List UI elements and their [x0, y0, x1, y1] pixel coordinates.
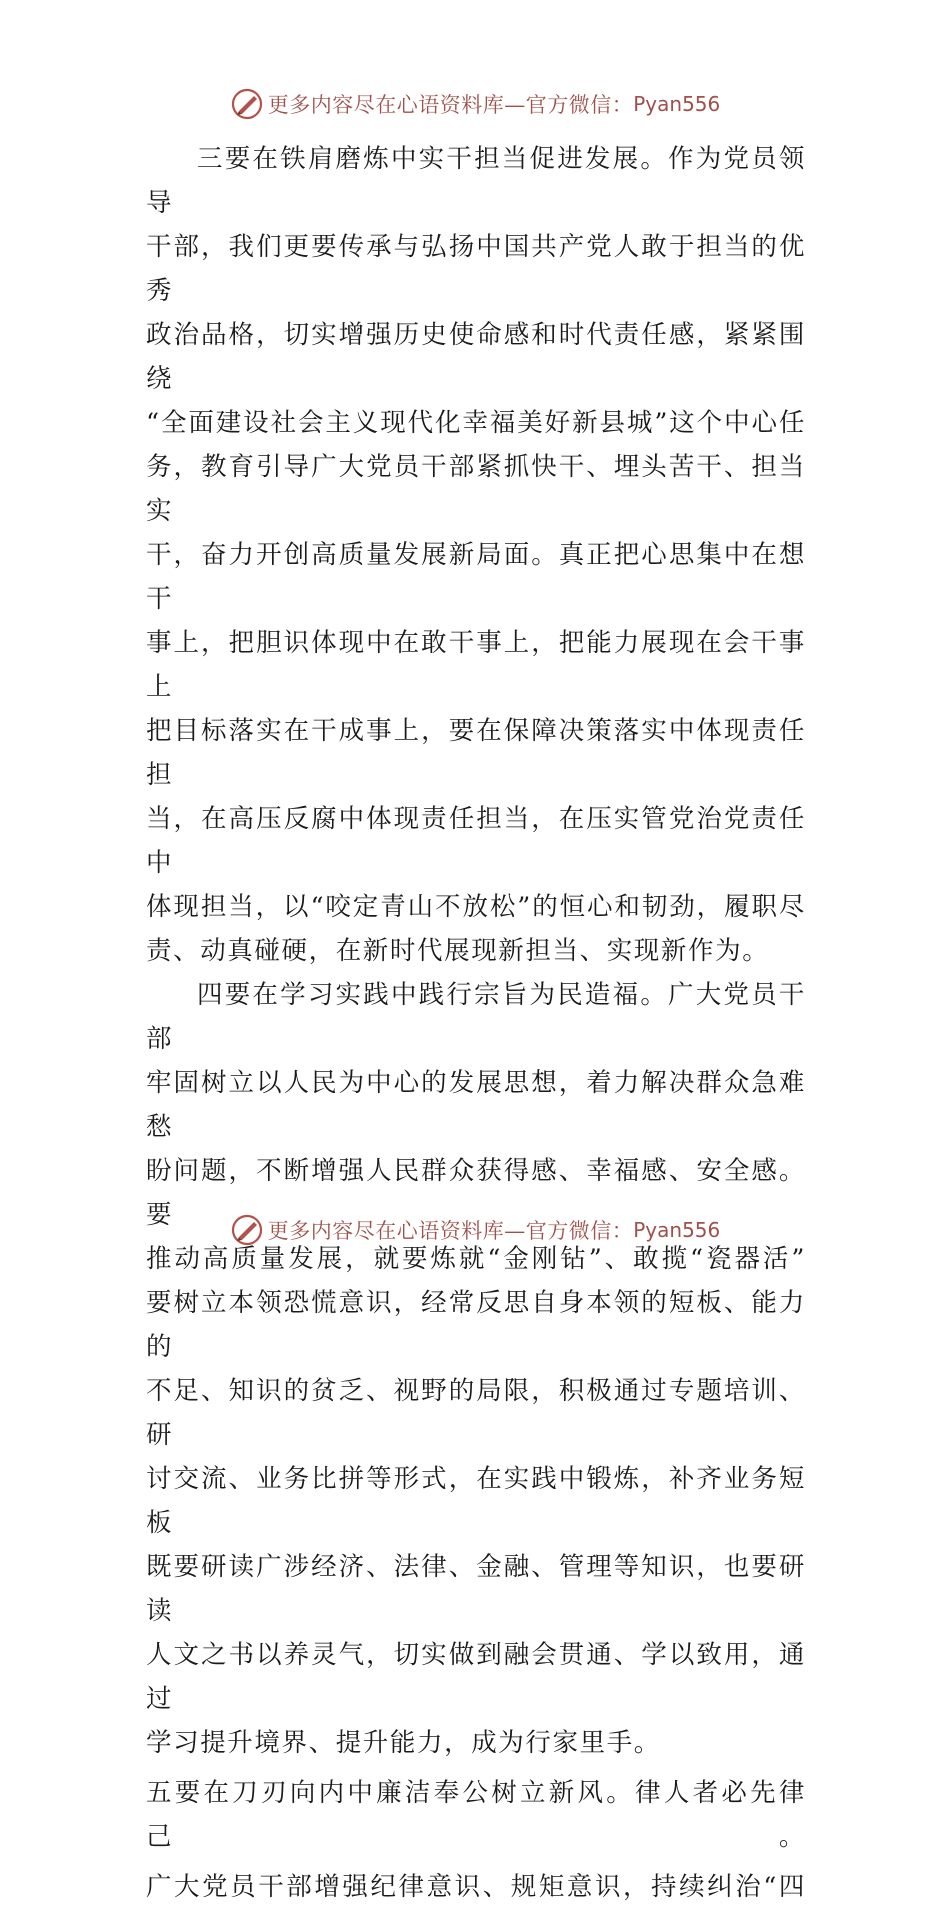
text-line: 责、动真碰硬，在新时代展现新担当、实现新作为。	[146, 936, 770, 966]
text-line: 推动高质量发展，就要炼就“金刚钻”、敢揽“瓷器活”	[146, 1244, 806, 1274]
text-line: 既要研读广涉经济、法律、金融、管理等知识，也要研读	[146, 1552, 806, 1626]
text-line: 学习提升境界、提升能力，成为行家里手。	[146, 1728, 661, 1758]
header-watermark-banner	[0, 84, 950, 124]
text-line: 务，教育引导广大党员干部紧抓快干、埋头苦干、担当实	[146, 452, 806, 526]
text-line: 把目标落实在干成事上，要在保障决策落实中体现责任担	[146, 716, 806, 790]
text-line: 干部，我们更要传承与弘扬中国共产党人敢于担当的优秀	[146, 232, 806, 306]
text-line: 不足、知识的贫乏、视野的局限，积极通过专题培训、研	[146, 1376, 806, 1450]
banner-site-text: 更多内容尽在心语资料库—官方微信：	[267, 93, 634, 117]
pen-logo-icon	[230, 87, 264, 121]
banner-wechat-id: Pyan556	[633, 92, 721, 116]
text-line: 人文之书以养灵气，切实做到融会贯通、学以致用，通过	[146, 1640, 806, 1714]
text-line: 广大党员干部增强纪律意识、规矩意识，持续纠治“四	[146, 1872, 806, 1902]
text-line: 政治品格，切实增强历史使命感和时代责任感，紧紧围绕	[146, 320, 806, 394]
text-line: “全面建设社会主义现代化幸福美好新县城”这个中心任	[146, 408, 806, 438]
text-line: 三要在铁肩磨炼中实干担当促进发展。作为党员领导	[146, 144, 806, 218]
pen-logo-icon	[230, 1213, 264, 1247]
footer-watermark-banner	[0, 1210, 950, 1250]
text-line: 四要在学习实践中践行宗旨为民造福。广大党员干部	[146, 980, 806, 1054]
text-line: 事上，把胆识体现中在敢干事上，把能力展现在会干事上	[146, 628, 806, 702]
banner-wechat-id: Pyan556	[633, 1218, 721, 1242]
text-line: 干，奋力开创高质量发展新局面。真正把心思集中在想干	[146, 540, 806, 614]
banner-site-text: 更多内容尽在心语资料库—官方微信：	[267, 1219, 634, 1243]
text-line: 要树立本领恐慌意识，经常反思自身本领的短板、能力的	[146, 1288, 806, 1362]
text-line: 当，在高压反腐中体现责任担当，在压实管党治党责任中	[146, 804, 806, 878]
text-line: 五要在刀刃向内中廉洁奉公树立新风。律人者必先律己。	[146, 1778, 806, 1852]
text-line: 讨交流、业务比拼等形式，在实践中锻炼，补齐业务短板	[146, 1464, 806, 1538]
document-body	[146, 137, 806, 1909]
text-line: 牢固树立以人民为中心的发展思想，着力解决群众急难愁	[146, 1068, 806, 1142]
text-line: 体现担当，以“咬定青山不放松”的恒心和韧劲，履职尽	[146, 892, 806, 922]
text-line: 盼问题，不断增强人民群众获得感、幸福感、安全感。要	[146, 1156, 806, 1230]
